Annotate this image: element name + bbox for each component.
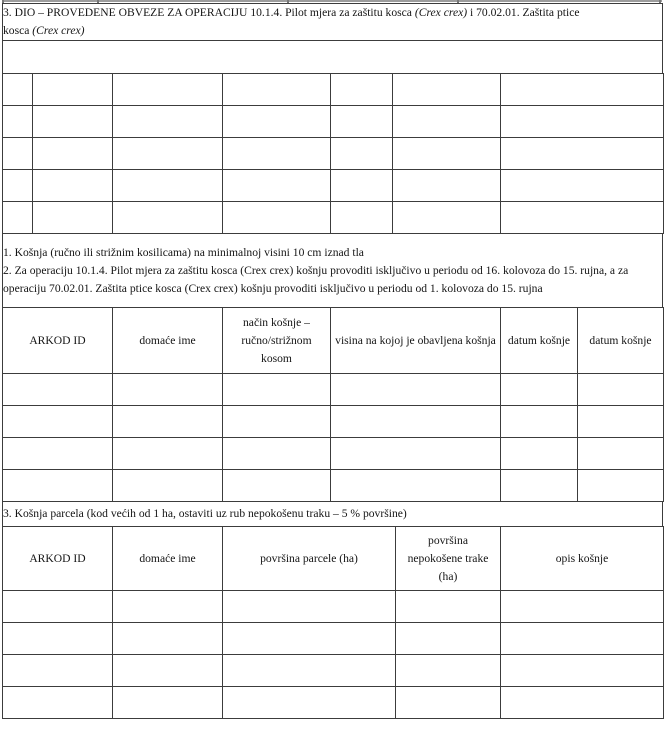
empty-cell — [113, 470, 223, 502]
header-povrsina-trake: površina nepokošene trake (ha) — [396, 527, 501, 591]
header-datum-kosnje-2: datum košnje — [578, 308, 664, 374]
empty-cell — [501, 687, 664, 719]
empty-cell — [113, 202, 223, 234]
table-row — [3, 591, 664, 623]
empty-cell — [501, 106, 664, 138]
notes-table — [2, 233, 663, 308]
empty-cell — [3, 655, 113, 687]
empty-cell — [113, 138, 223, 170]
empty-cell — [113, 438, 223, 470]
obligations-form — [2, 3, 663, 719]
empty-cell — [3, 591, 113, 623]
empty-cell — [223, 406, 331, 438]
empty-cell — [3, 406, 113, 438]
section3-label: 3. Košnja parcela (kod većih od 1 ha, ostaviti uz rub nepokošenu traku – 5 % površine) — [3, 502, 663, 527]
empty-cell — [223, 687, 396, 719]
empty-cell — [393, 106, 501, 138]
empty-cell — [331, 470, 501, 502]
obligations-grid-table — [2, 73, 664, 234]
empty-cell — [331, 106, 393, 138]
empty-cell — [113, 623, 223, 655]
empty-cell — [33, 106, 113, 138]
table-row — [3, 687, 664, 719]
blank-band-cell — [3, 41, 663, 74]
table-row — [3, 406, 664, 438]
latin-species-name: (Crex crex) — [32, 24, 85, 37]
empty-cell — [223, 170, 331, 202]
empty-cell — [501, 438, 578, 470]
empty-cell — [3, 74, 33, 106]
header-nacin-kosnje: način košnje – ručno/strižnom kosom — [223, 308, 331, 374]
empty-cell — [501, 202, 664, 234]
empty-cell — [113, 106, 223, 138]
empty-cell — [578, 406, 664, 438]
title-line-2 — [3, 22, 662, 40]
grid-row — [3, 138, 664, 170]
header-visina-kosnje: visina na kojoj je obavljena košnja — [331, 308, 501, 374]
empty-cell — [393, 138, 501, 170]
note-line-2: 2. Za operaciju 10.1.4. Pilot mjera za zaštitu kosca (Crex crex) košnju provoditi isključivo u periodu od 16. kolovoza do 15. rujna, a za operaciju 70.02.01. Zaštita ptice kosca (Crex crex) košnju provoditi isključivo u periodu od 1. kolovoza do 15. rujna — [3, 263, 629, 295]
empty-cell — [3, 470, 113, 502]
header-datum-kosnje-1: datum košnje — [501, 308, 578, 374]
section3-row — [3, 502, 663, 527]
empty-cell — [578, 438, 664, 470]
header-domace-ime: domaće ime — [113, 527, 223, 591]
header-povrsina-parcele: površina parcele (ha) — [223, 527, 396, 591]
empty-cell — [578, 470, 664, 502]
empty-cell — [113, 655, 223, 687]
empty-cell — [393, 202, 501, 234]
mowing-table — [2, 307, 664, 502]
blank-band-table — [2, 40, 663, 74]
empty-cell — [223, 591, 396, 623]
empty-cell — [223, 438, 331, 470]
parcel-table — [2, 526, 664, 719]
title-text: i 70.02.01. Zaštita ptice — [467, 6, 580, 19]
title-row — [3, 4, 663, 41]
empty-cell — [223, 74, 331, 106]
empty-cell — [501, 74, 664, 106]
empty-cell — [501, 406, 578, 438]
empty-cell — [113, 687, 223, 719]
section3-table — [2, 501, 663, 527]
empty-cell — [393, 170, 501, 202]
table-row — [3, 623, 664, 655]
empty-cell — [331, 406, 501, 438]
title-line-1 — [3, 4, 662, 22]
empty-cell — [578, 374, 664, 406]
empty-cell — [3, 202, 33, 234]
table-row — [3, 470, 664, 502]
empty-cell — [223, 623, 396, 655]
blank-band-row — [3, 41, 663, 74]
empty-cell — [331, 74, 393, 106]
empty-cell — [396, 591, 501, 623]
empty-cell — [501, 374, 578, 406]
empty-cell — [223, 374, 331, 406]
empty-cell — [113, 591, 223, 623]
grid-row — [3, 170, 664, 202]
empty-cell — [393, 74, 501, 106]
empty-cell — [501, 655, 664, 687]
table-row — [3, 438, 664, 470]
empty-cell — [223, 106, 331, 138]
empty-cell — [501, 470, 578, 502]
title-table — [2, 3, 663, 41]
empty-cell — [396, 687, 501, 719]
empty-cell — [113, 374, 223, 406]
table-row — [3, 374, 664, 406]
empty-cell — [3, 106, 33, 138]
empty-cell — [331, 438, 501, 470]
empty-cell — [501, 170, 664, 202]
empty-cell — [3, 170, 33, 202]
header-opis-kosnje: opis košnje — [501, 527, 664, 591]
header-arkod-id: ARKOD ID — [3, 527, 113, 591]
empty-cell — [501, 623, 664, 655]
empty-cell — [223, 655, 396, 687]
empty-cell — [3, 687, 113, 719]
parcel-table-header-row — [3, 527, 664, 591]
empty-cell — [501, 591, 664, 623]
empty-cell — [331, 170, 393, 202]
previous-table-remnant — [2, 0, 662, 2]
grid-row — [3, 106, 664, 138]
grid-row — [3, 74, 664, 106]
empty-cell — [396, 623, 501, 655]
empty-cell — [223, 138, 331, 170]
empty-cell — [223, 202, 331, 234]
empty-cell — [3, 438, 113, 470]
notes-row — [3, 234, 663, 308]
empty-cell — [501, 138, 664, 170]
empty-cell — [331, 138, 393, 170]
empty-cell — [3, 138, 33, 170]
empty-cell — [331, 374, 501, 406]
empty-cell — [113, 74, 223, 106]
empty-cell — [33, 138, 113, 170]
table-row — [3, 655, 664, 687]
header-domace-ime: domaće ime — [113, 308, 223, 374]
note-line-1: 1. Košnja (ručno ili strižnim kosilicama) na minimalnoj visini 10 cm iznad tla — [3, 245, 364, 259]
empty-cell — [33, 74, 113, 106]
empty-cell — [3, 623, 113, 655]
title-text: kosca — [3, 24, 33, 37]
empty-cell — [3, 374, 113, 406]
empty-cell — [113, 170, 223, 202]
mowing-notes — [3, 234, 663, 308]
empty-cell — [33, 170, 113, 202]
latin-species-name: (Crex crex) — [414, 6, 468, 19]
empty-cell — [33, 202, 113, 234]
mowing-table-header-row — [3, 308, 664, 374]
empty-cell — [223, 470, 331, 502]
title-text: 3. DIO – PROVEDENE OBVEZE ZA OPERACIJU 10.1.4. Pilot mjera za zaštitu kosca — [3, 6, 415, 19]
header-arkod-id: ARKOD ID — [3, 308, 113, 374]
grid-row — [3, 202, 664, 234]
empty-cell — [331, 202, 393, 234]
empty-cell — [113, 406, 223, 438]
empty-cell — [396, 655, 501, 687]
section-title — [3, 4, 663, 41]
